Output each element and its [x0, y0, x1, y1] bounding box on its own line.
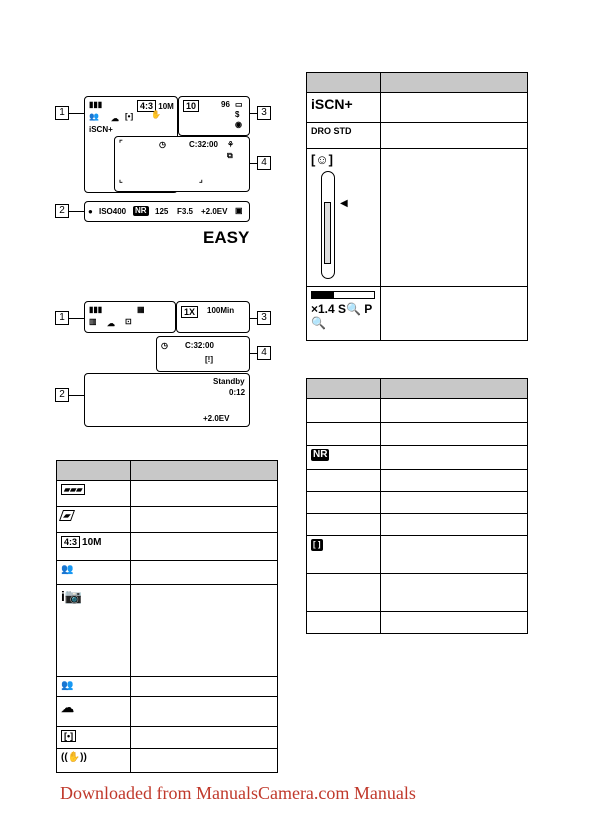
callout-3b: 3: [257, 311, 271, 325]
iso-value: ISO400: [99, 207, 127, 216]
rec-dot-icon: ●: [88, 207, 93, 216]
image-size-indicator: 4:3 10M: [137, 100, 174, 112]
counter: C:32:00: [189, 140, 218, 149]
battery-full-icon: ▰▰▰: [57, 481, 131, 507]
zoom-icon: ×1.4 S🔍 P🔍: [307, 287, 381, 341]
self-timer-icon-b: ◷: [161, 341, 168, 350]
nr-indicator: NR: [135, 206, 147, 215]
counter-b: C:32:00: [185, 341, 214, 350]
image-size-icon: 4:3 10M: [57, 533, 131, 561]
lcd-panel-2b: [84, 373, 250, 427]
af-corner-br-icon: ⌟: [199, 175, 203, 184]
left-table: [56, 460, 278, 773]
landscape-icon: ☁: [57, 697, 131, 727]
dro-std-icon: DRO STD: [307, 123, 381, 149]
callout-4b: 4: [257, 346, 271, 360]
iscn-plus-icon: iSCN+: [307, 93, 381, 123]
lcd-panel-1b: [84, 301, 176, 333]
recording-time: 0:12: [229, 388, 246, 397]
memory-card-icon: ▭: [235, 100, 243, 109]
lcd-panel-3b: [176, 301, 250, 333]
spot-metering-icon: [•]: [57, 727, 131, 749]
af-corner-bl-icon: ⌞: [119, 175, 123, 184]
clock-icon: $: [235, 110, 240, 119]
callout-2b: 2: [55, 388, 69, 402]
callout-4: 4: [257, 156, 271, 170]
smile-shutter-icon: [☺] ◀: [307, 149, 381, 287]
zoom-bar: [311, 291, 375, 299]
battery-indicator: ▮▮▮: [89, 100, 103, 109]
callout-1: 1: [55, 106, 69, 120]
smile-sensitivity-bar: ◀: [321, 171, 335, 279]
spot-metering-indicator: [•]: [125, 112, 134, 121]
shutter-value: 125: [155, 207, 169, 216]
movie-size-indicator-b: 1X: [181, 306, 198, 318]
standby-label: Standby: [213, 377, 245, 386]
face-detection-2-icon: 👥: [57, 677, 131, 697]
movie-size-indicator: 10: [183, 100, 199, 112]
aperture-value: F3.5: [177, 207, 194, 216]
face-detection-indicator: 👥: [89, 112, 99, 121]
af-frame-icon: [ ]: [307, 536, 381, 574]
camera-shake-icon: ((✋)): [57, 749, 131, 773]
intelligent-auto-icon: i📷: [57, 585, 131, 677]
footer-link[interactable]: Downloaded from ManualsCamera.com Manuals: [60, 783, 416, 803]
landscape-indicator: ☁: [111, 114, 119, 123]
lcd-panel-3: [178, 96, 250, 136]
wb-icon: ⊡: [125, 317, 132, 326]
face-detection-icon: 👥: [57, 561, 131, 585]
right-top-table: [306, 72, 528, 341]
battery-empty-icon: ▰: [57, 507, 131, 533]
ev-value-b: +2.0EV: [203, 414, 230, 423]
nr-icon: NR: [307, 446, 381, 470]
easy-label: EASY: [203, 228, 250, 247]
lcd-panel-4: [114, 136, 250, 192]
landscape-indicator-b: ☁: [107, 319, 115, 328]
movie-mode-icon: ▦: [137, 305, 145, 314]
self-timer-icon: ◷: [159, 140, 166, 149]
callout-1b: 1: [55, 311, 69, 325]
record-icon: [!]: [205, 355, 213, 364]
lcd-panel-4b: [156, 336, 250, 372]
scn-plus-indicator: iSCN+: [89, 125, 113, 134]
callout-3: 3: [257, 106, 271, 120]
movie-remaining: 100Min: [207, 306, 235, 315]
lcd-panel-2: [84, 201, 250, 222]
eye-icon: ◉: [235, 120, 242, 129]
ev-value: +2.0EV: [201, 207, 228, 216]
remaining-shots: 96: [221, 100, 230, 109]
camera-shake-indicator: ✋: [151, 110, 161, 119]
film-icon: ▥: [89, 317, 97, 326]
right-bottom-table: [306, 378, 528, 634]
macro-icon: ⚘: [227, 140, 235, 149]
af-corner-icon: ⌜: [119, 139, 123, 148]
af-mode-icon: ▣: [235, 206, 243, 215]
drive-icon: ⧉: [227, 151, 233, 160]
callout-2: 2: [55, 204, 69, 218]
battery-indicator-b: ▮▮▮: [89, 305, 103, 314]
